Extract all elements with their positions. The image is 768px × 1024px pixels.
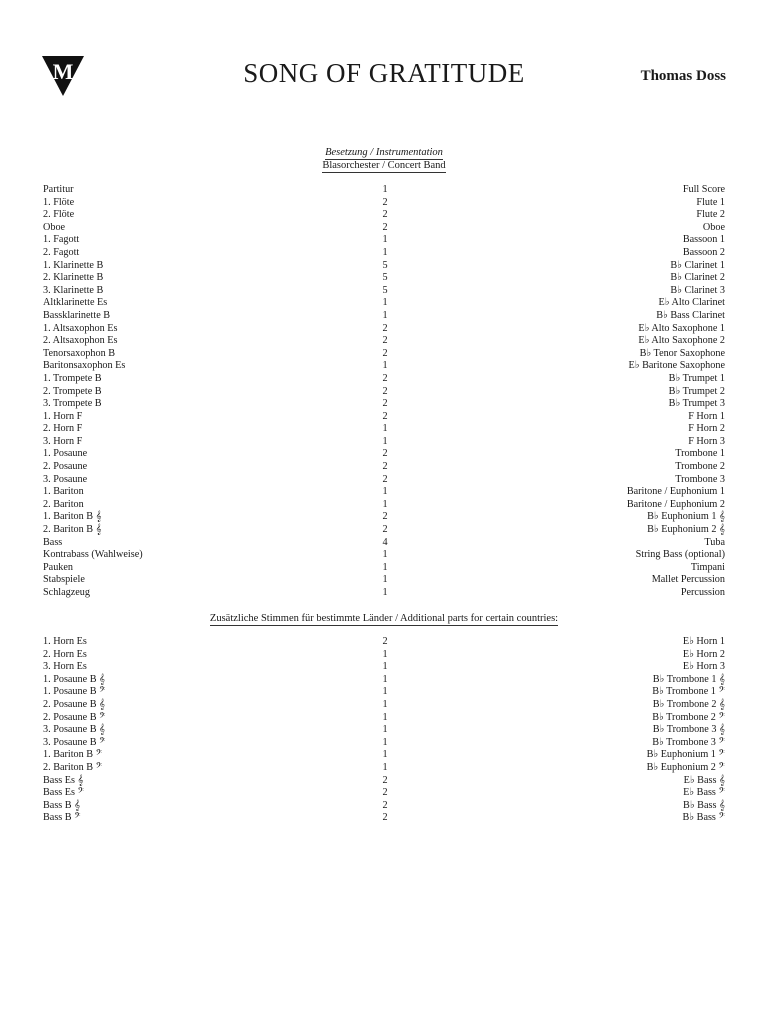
part-name-en: Trombone 3 bbox=[675, 473, 725, 485]
part-name-de: 1. Horn Es bbox=[43, 636, 87, 647]
part-row bbox=[43, 574, 725, 587]
part-name-en: B♭ Euphonium 2 𝄢 bbox=[646, 761, 725, 773]
part-name-de: 2. Horn F bbox=[43, 423, 83, 435]
part-quantity: 1 bbox=[382, 549, 388, 561]
part-quantity: 2 bbox=[382, 335, 388, 347]
part-quantity: 4 bbox=[382, 536, 388, 548]
part-quantity: 2 bbox=[382, 372, 388, 384]
part-name-en: B♭ Trombone 1 𝄢 bbox=[652, 686, 725, 698]
part-quantity: 1 bbox=[382, 486, 388, 498]
part-name-en: B♭ Trombone 3 𝄢 bbox=[652, 736, 725, 748]
part-name-de: 1. Bariton B 𝄞 bbox=[43, 511, 102, 523]
part-name-de: 2. Flöte bbox=[43, 209, 75, 221]
part-quantity: 1 bbox=[382, 761, 388, 773]
part-quantity: 5 bbox=[382, 259, 388, 271]
part-row bbox=[43, 222, 725, 235]
part-row bbox=[43, 448, 725, 461]
part-name-de: Tenorsaxophon B bbox=[43, 347, 116, 359]
part-name-de: 2. Trompete B bbox=[43, 385, 102, 397]
part-row bbox=[43, 775, 725, 788]
instrumentation-heading-line2: Blasorchester / Concert Band bbox=[322, 160, 446, 171]
part-quantity: 2 bbox=[382, 347, 388, 359]
instrumentation-heading-line1: Besetzung / Instrumentation bbox=[325, 147, 443, 158]
part-name-en: E♭ Bass 𝄞 bbox=[683, 774, 725, 786]
part-name-de: 3. Horn Es bbox=[43, 661, 87, 673]
part-name-en: Flute 1 bbox=[696, 196, 725, 208]
part-name-en: B♭ Trumpet 3 bbox=[668, 398, 725, 410]
part-row bbox=[43, 587, 725, 600]
part-name-en: Bassoon 1 bbox=[682, 234, 725, 246]
part-name-en: B♭ Clarinet 2 bbox=[670, 272, 725, 284]
part-name-de: 1. Klarinette B bbox=[43, 259, 104, 271]
part-quantity: 2 bbox=[382, 322, 388, 334]
part-name-de: 2. Fagott bbox=[43, 246, 80, 258]
part-name-de: 3. Trompete B bbox=[43, 398, 102, 410]
part-quantity: 1 bbox=[382, 360, 388, 372]
part-name-en: E♭ Alto Saxophone 1 bbox=[638, 322, 725, 334]
part-name-de: Bass B 𝄞 bbox=[43, 799, 81, 811]
additional-parts-heading bbox=[0, 612, 768, 625]
part-name-en: B♭ Bass 𝄢 bbox=[682, 812, 725, 824]
part-quantity: 1 bbox=[382, 724, 388, 736]
part-quantity: 2 bbox=[382, 461, 388, 473]
part-quantity: 1 bbox=[382, 435, 388, 447]
part-name-en: B♭ Euphonium 2 𝄞 bbox=[647, 524, 725, 536]
part-name-de: Partitur bbox=[43, 184, 74, 195]
part-row bbox=[43, 762, 725, 775]
part-name-de: Kontrabass (Wahlweise) bbox=[43, 549, 143, 561]
part-row bbox=[43, 686, 725, 699]
part-quantity: 2 bbox=[382, 221, 388, 233]
part-row bbox=[43, 461, 725, 474]
part-name-de: Bass Es 𝄞 bbox=[43, 774, 84, 786]
part-name-en: Flute 2 bbox=[696, 209, 725, 221]
part-row bbox=[43, 749, 725, 762]
part-row bbox=[43, 699, 725, 712]
part-name-en: B♭ Trombone 3 𝄞 bbox=[652, 724, 725, 736]
part-name-en: E♭ Horn 2 bbox=[682, 648, 725, 660]
part-name-en: E♭ Alto Clarinet bbox=[658, 297, 725, 309]
part-name-en: Baritone / Euphonium 2 bbox=[626, 498, 725, 510]
part-row bbox=[43, 310, 725, 323]
part-row bbox=[43, 373, 725, 386]
part-name-de: 2. Bariton bbox=[43, 498, 84, 510]
part-quantity: 2 bbox=[382, 410, 388, 422]
part-quantity: 1 bbox=[382, 686, 388, 698]
part-row bbox=[43, 297, 725, 310]
part-name-en: Mallet Percussion bbox=[651, 574, 725, 586]
part-quantity: 2 bbox=[382, 448, 388, 460]
part-name-en: Percussion bbox=[680, 587, 725, 598]
part-name-de: 1. Posaune bbox=[43, 448, 88, 460]
instrumentation-list bbox=[43, 184, 725, 600]
part-name-de: Baritonsaxophon Es bbox=[43, 360, 126, 372]
part-row bbox=[43, 562, 725, 575]
part-name-en: Bassoon 2 bbox=[682, 246, 725, 258]
part-row bbox=[43, 398, 725, 411]
part-row bbox=[43, 800, 725, 813]
part-name-de: 2. Posaune B 𝄢 bbox=[43, 711, 106, 723]
part-name-de: 2. Klarinette B bbox=[43, 272, 104, 284]
part-name-de: 3. Horn F bbox=[43, 435, 83, 447]
part-row bbox=[43, 524, 725, 537]
part-row bbox=[43, 423, 725, 436]
part-name-en: F Horn 3 bbox=[688, 435, 725, 447]
part-quantity: 1 bbox=[382, 673, 388, 685]
part-row bbox=[43, 724, 725, 737]
part-row bbox=[43, 549, 725, 562]
part-quantity: 2 bbox=[382, 196, 388, 208]
part-name-en: B♭ Clarinet 3 bbox=[670, 284, 725, 296]
part-row bbox=[43, 197, 725, 210]
part-name-en: E♭ Baritone Saxophone bbox=[628, 360, 725, 372]
part-name-en: B♭ Trumpet 2 bbox=[668, 385, 725, 397]
part-quantity: 1 bbox=[382, 561, 388, 573]
part-name-de: 3. Posaune B 𝄢 bbox=[43, 736, 106, 748]
part-name-en: F Horn 2 bbox=[688, 423, 725, 435]
part-name-de: Stabspiele bbox=[43, 574, 85, 586]
part-name-en: Trombone 1 bbox=[675, 448, 725, 460]
logo-letter: M bbox=[52, 59, 74, 84]
part-row bbox=[43, 787, 725, 800]
part-name-en: Full Score bbox=[682, 184, 725, 195]
part-row bbox=[43, 247, 725, 260]
part-row bbox=[43, 272, 725, 285]
part-row bbox=[43, 812, 725, 825]
part-row bbox=[43, 661, 725, 674]
part-name-de: Oboe bbox=[43, 221, 66, 233]
part-name-en: B♭ Euphonium 1 𝄢 bbox=[646, 749, 725, 761]
part-quantity: 2 bbox=[382, 398, 388, 410]
part-quantity: 2 bbox=[382, 812, 388, 824]
part-name-de: 2. Posaune bbox=[43, 461, 88, 473]
part-name-en: E♭ Alto Saxophone 2 bbox=[638, 335, 725, 347]
part-row bbox=[43, 499, 725, 512]
part-quantity: 2 bbox=[382, 636, 388, 647]
composer-name: Thomas Doss bbox=[640, 68, 726, 84]
part-name-de: 3. Posaune B 𝄞 bbox=[43, 724, 106, 736]
part-name-en: B♭ Clarinet 1 bbox=[670, 259, 725, 271]
part-row bbox=[43, 737, 725, 750]
part-quantity: 1 bbox=[382, 309, 388, 321]
part-quantity: 2 bbox=[382, 524, 388, 536]
part-name-de: 2. Posaune B 𝄞 bbox=[43, 698, 106, 710]
part-quantity: 2 bbox=[382, 799, 388, 811]
part-name-de: 1. Posaune B 𝄞 bbox=[43, 673, 106, 685]
part-name-de: 3. Klarinette B bbox=[43, 284, 104, 296]
part-name-en: B♭ Trombone 2 𝄢 bbox=[652, 711, 725, 723]
part-name-en: B♭ Bass Clarinet bbox=[656, 309, 725, 321]
part-name-de: Pauken bbox=[43, 561, 73, 573]
part-row bbox=[43, 474, 725, 487]
part-quantity: 2 bbox=[382, 787, 388, 799]
part-row bbox=[43, 209, 725, 222]
part-row bbox=[43, 636, 725, 649]
additional-parts-heading-text: Zusätzliche Stimmen für bestimmte Länder / Additional parts for certain countries: bbox=[209, 613, 559, 624]
part-row bbox=[43, 537, 725, 550]
part-quantity: 1 bbox=[382, 736, 388, 748]
instrumentation-heading bbox=[0, 146, 768, 172]
part-name-de: 3. Posaune bbox=[43, 473, 88, 485]
part-name-en: E♭ Bass 𝄢 bbox=[683, 787, 725, 799]
part-quantity: 1 bbox=[382, 587, 388, 598]
part-quantity: 1 bbox=[382, 648, 388, 660]
part-quantity: 1 bbox=[382, 246, 388, 258]
part-name-de: Schlagzeug bbox=[43, 587, 90, 598]
part-quantity: 1 bbox=[382, 574, 388, 586]
part-quantity: 2 bbox=[382, 774, 388, 786]
part-quantity: 1 bbox=[382, 749, 388, 761]
part-row bbox=[43, 234, 725, 247]
part-name-de: 1. Fagott bbox=[43, 234, 80, 246]
part-name-en: B♭ Trombone 2 𝄞 bbox=[652, 698, 725, 710]
part-name-de: Bass Es 𝄢 bbox=[43, 787, 85, 799]
page-title: SONG OF GRATITUDE bbox=[243, 58, 525, 88]
part-name-en: Baritone / Euphonium 1 bbox=[626, 486, 725, 498]
part-row bbox=[43, 360, 725, 373]
part-name-en: B♭ Tenor Saxophone bbox=[639, 347, 725, 359]
part-row bbox=[43, 649, 725, 662]
part-quantity: 1 bbox=[382, 661, 388, 673]
part-name-en: F Horn 1 bbox=[688, 410, 725, 422]
part-name-en: E♭ Horn 1 bbox=[682, 636, 725, 647]
part-row bbox=[43, 511, 725, 524]
part-row bbox=[43, 184, 725, 197]
part-name-de: 2. Bariton B 𝄞 bbox=[43, 524, 102, 536]
part-quantity: 1 bbox=[382, 234, 388, 246]
part-row bbox=[43, 411, 725, 424]
part-name-en: B♭ Euphonium 1 𝄞 bbox=[647, 511, 725, 523]
part-quantity: 2 bbox=[382, 385, 388, 397]
part-name-en: Tuba bbox=[704, 536, 725, 548]
part-name-de: Bassklarinette B bbox=[43, 309, 111, 321]
part-quantity: 1 bbox=[382, 297, 388, 309]
part-name-de: Altklarinette Es bbox=[43, 297, 108, 309]
part-row bbox=[43, 323, 725, 336]
part-name-de: 1. Bariton bbox=[43, 486, 84, 498]
part-row bbox=[43, 436, 725, 449]
additional-parts-list bbox=[43, 636, 725, 825]
part-name-en: Oboe bbox=[702, 221, 725, 233]
part-quantity: 5 bbox=[382, 284, 388, 296]
part-name-de: 1. Bariton B 𝄢 bbox=[43, 749, 103, 761]
part-name-de: 2. Horn Es bbox=[43, 648, 87, 660]
part-name-en: B♭ Trombone 1 𝄞 bbox=[652, 673, 725, 685]
part-quantity: 1 bbox=[382, 498, 388, 510]
part-name-en: Trombone 2 bbox=[675, 461, 725, 473]
part-name-de: 1. Trompete B bbox=[43, 372, 102, 384]
part-row bbox=[43, 386, 725, 399]
part-name-de: Bass bbox=[43, 536, 63, 548]
part-quantity: 1 bbox=[382, 184, 388, 195]
part-row bbox=[43, 348, 725, 361]
part-quantity: 1 bbox=[382, 711, 388, 723]
part-row bbox=[43, 712, 725, 725]
part-name-en: Timpani bbox=[690, 561, 725, 573]
part-name-en: B♭ Trumpet 1 bbox=[668, 372, 725, 384]
part-row bbox=[43, 486, 725, 499]
part-quantity: 1 bbox=[382, 698, 388, 710]
part-quantity: 2 bbox=[382, 209, 388, 221]
part-name-de: 1. Posaune B 𝄢 bbox=[43, 686, 106, 698]
part-name-en: String Bass (optional) bbox=[635, 549, 725, 561]
part-row bbox=[43, 335, 725, 348]
part-name-de: 1. Flöte bbox=[43, 196, 75, 208]
part-row bbox=[43, 674, 725, 687]
part-quantity: 2 bbox=[382, 473, 388, 485]
part-row bbox=[43, 285, 725, 298]
part-row bbox=[43, 260, 725, 273]
part-name-de: 1. Altsaxophon Es bbox=[43, 322, 118, 334]
part-quantity: 2 bbox=[382, 511, 388, 523]
part-name-de: Bass B 𝄢 bbox=[43, 812, 81, 824]
part-name-de: 2. Bariton B 𝄢 bbox=[43, 761, 103, 773]
part-quantity: 1 bbox=[382, 423, 388, 435]
part-name-en: E♭ Horn 3 bbox=[682, 661, 725, 673]
part-name-de: 1. Horn F bbox=[43, 410, 83, 422]
part-name-en: B♭ Bass 𝄞 bbox=[683, 799, 725, 811]
part-quantity: 5 bbox=[382, 272, 388, 284]
part-name-de: 2. Altsaxophon Es bbox=[43, 335, 118, 347]
